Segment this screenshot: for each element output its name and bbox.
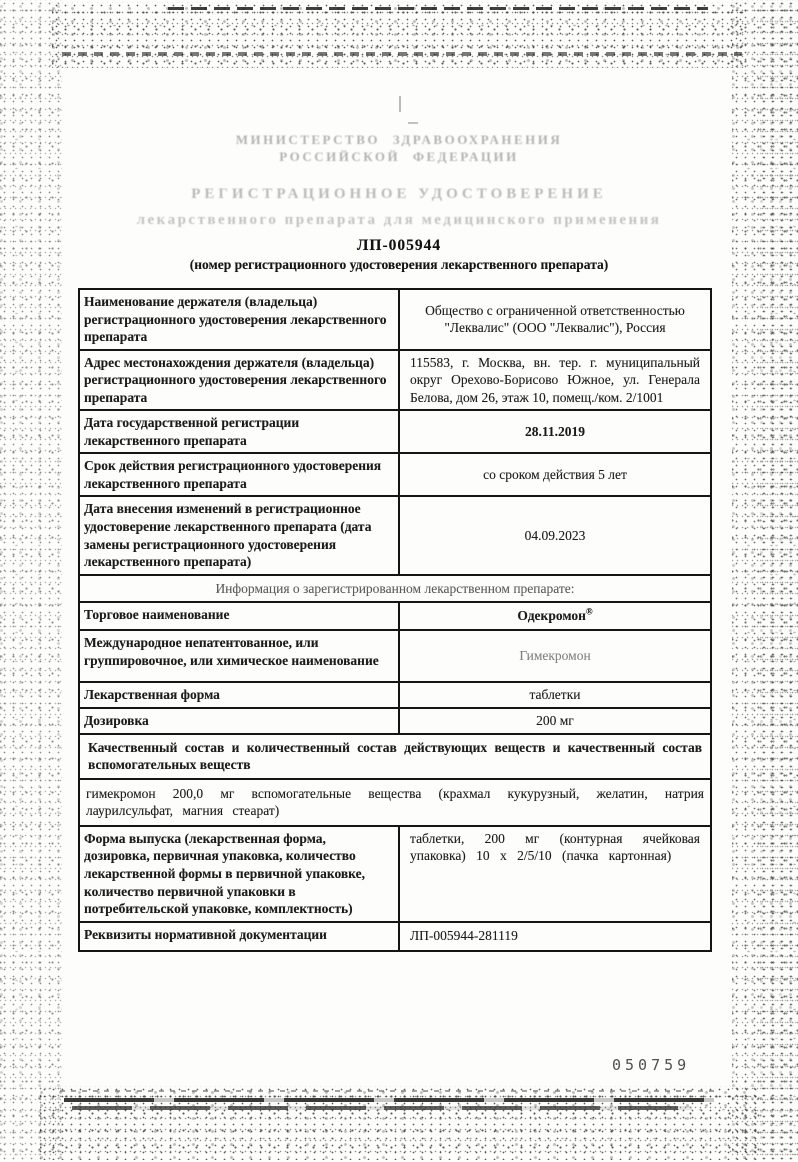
fold-mark (399, 96, 401, 112)
scan-streak-bottom-2 (72, 1106, 692, 1110)
table-row-trade-name (80, 603, 710, 631)
document-title-line-2: лекарственного препарата для медицинского применения (136, 212, 662, 228)
row-label: Дата внесения изменений в регистрационное удостоверение лекарственного препарата (дата замены регистрационного удостоверения лекарственного препарата) (80, 497, 400, 573)
table-section-composition (80, 735, 710, 780)
scan-streak-bottom (64, 1098, 714, 1102)
table-section-product-info (80, 576, 710, 604)
scan-noise-left (0, 0, 62, 1162)
row-value: Общество с ограниченной ответственностью "Леквалис" (ООО "Леквалис"), Россия (425, 302, 685, 336)
table-row-dosage-form (80, 683, 710, 709)
row-label: Лекарственная форма (80, 683, 400, 707)
trademark-symbol: ® (585, 606, 593, 617)
row-label: Адрес местонахождения держателя (владельца) регистрационного удостоверения лекарственного препарата (80, 351, 400, 410)
row-value: 115583, г. Москва, вн. тер. г. муниципальный округ Орехово-Борисово Южное, ул. Генерала Белова, дом 26, этаж 10, помещ./ком. 2/1001 (410, 354, 700, 405)
row-label: Торговое наименование (80, 603, 400, 629)
row-value: 28.11.2019 (524, 424, 585, 440)
table-row-composition-text (80, 780, 710, 827)
table-row-holder-name (80, 290, 710, 351)
table-row-amendment-date (80, 497, 710, 575)
row-label: Реквизиты нормативной документации (80, 923, 400, 950)
composition-text: гимекромон 200,0 мг вспомогательные вещества (крахмал кукурузный, желатин, натрия лаурилсульфат, магния стеарат) (86, 785, 704, 819)
table-row-inn-name (80, 631, 710, 683)
fold-mark-2 (408, 122, 418, 124)
row-value: таблетки, 200 мг (контурная ячейковая упаковка) 10 х 2/5/10 (пачка картонная) (410, 830, 700, 864)
ministry-name (0, 131, 798, 165)
row-value: ЛП-005944-281119 (410, 928, 518, 944)
ministry-line-2: РОССИЙСКОЙ ФЕДЕРАЦИИ (279, 149, 519, 164)
scan-streak-bottom-3 (60, 1090, 720, 1092)
table-row-validity-period (80, 454, 710, 497)
row-value: Гимекромон (519, 648, 591, 664)
table-row-dosage (80, 709, 710, 735)
registration-table (78, 288, 712, 952)
row-label: Форма выпуска (лекарственная форма, дозировка, первичная упаковка, количество лекарственной формы в первичной упаковке, количество первичной упаковки в потребительской упаковке, комплектность) (80, 827, 400, 921)
registration-number: ЛП-005944 (356, 237, 442, 254)
row-label: Международное непатентованное, или группировочное, или химическое наименование (80, 631, 400, 681)
scan-noise-top (52, 2, 746, 68)
table-row-registration-date (80, 411, 710, 454)
table-row-release-form (80, 827, 710, 923)
section-header: Качественный состав и количественный состав действующих веществ и качественный состав вспомогательных веществ (88, 739, 702, 773)
table-row-normative-docs (80, 923, 710, 950)
section-header: Информация о зарегистрированном лекарственном препарате: (215, 580, 575, 596)
scan-streak-top (168, 7, 708, 10)
table-row-holder-address (80, 351, 710, 412)
row-label: Дата государственной регистрации лекарственного препарата (80, 411, 400, 452)
row-label: Наименование держателя (владельца) регистрационного удостоверения лекарственного препарата (80, 290, 400, 349)
row-label: Дозировка (80, 709, 400, 733)
row-value: 200 мг (536, 713, 574, 729)
scan-noise-right-outer (760, 0, 798, 1162)
ministry-line-1: МИНИСТЕРСТВО ЗДРАВООХРАНЕНИЯ (235, 132, 563, 147)
row-value: Одекромон® (517, 606, 593, 624)
page-stamp-number: 050759 (612, 1056, 691, 1074)
row-label: Срок действия регистрационного удостоверения лекарственного препарата (80, 454, 400, 495)
row-value: 04.09.2023 (524, 527, 586, 543)
document-title-line-1: РЕГИСТРАЦИОННОЕ УДОСТОВЕРЕНИЕ (191, 186, 607, 202)
scan-streak-top-2 (62, 52, 742, 56)
row-value: таблетки (529, 687, 581, 703)
row-value: со сроком действия 5 лет (483, 467, 627, 483)
registration-number-caption: (номер регистрационного удостоверения лекарственного препарата) (189, 257, 609, 272)
